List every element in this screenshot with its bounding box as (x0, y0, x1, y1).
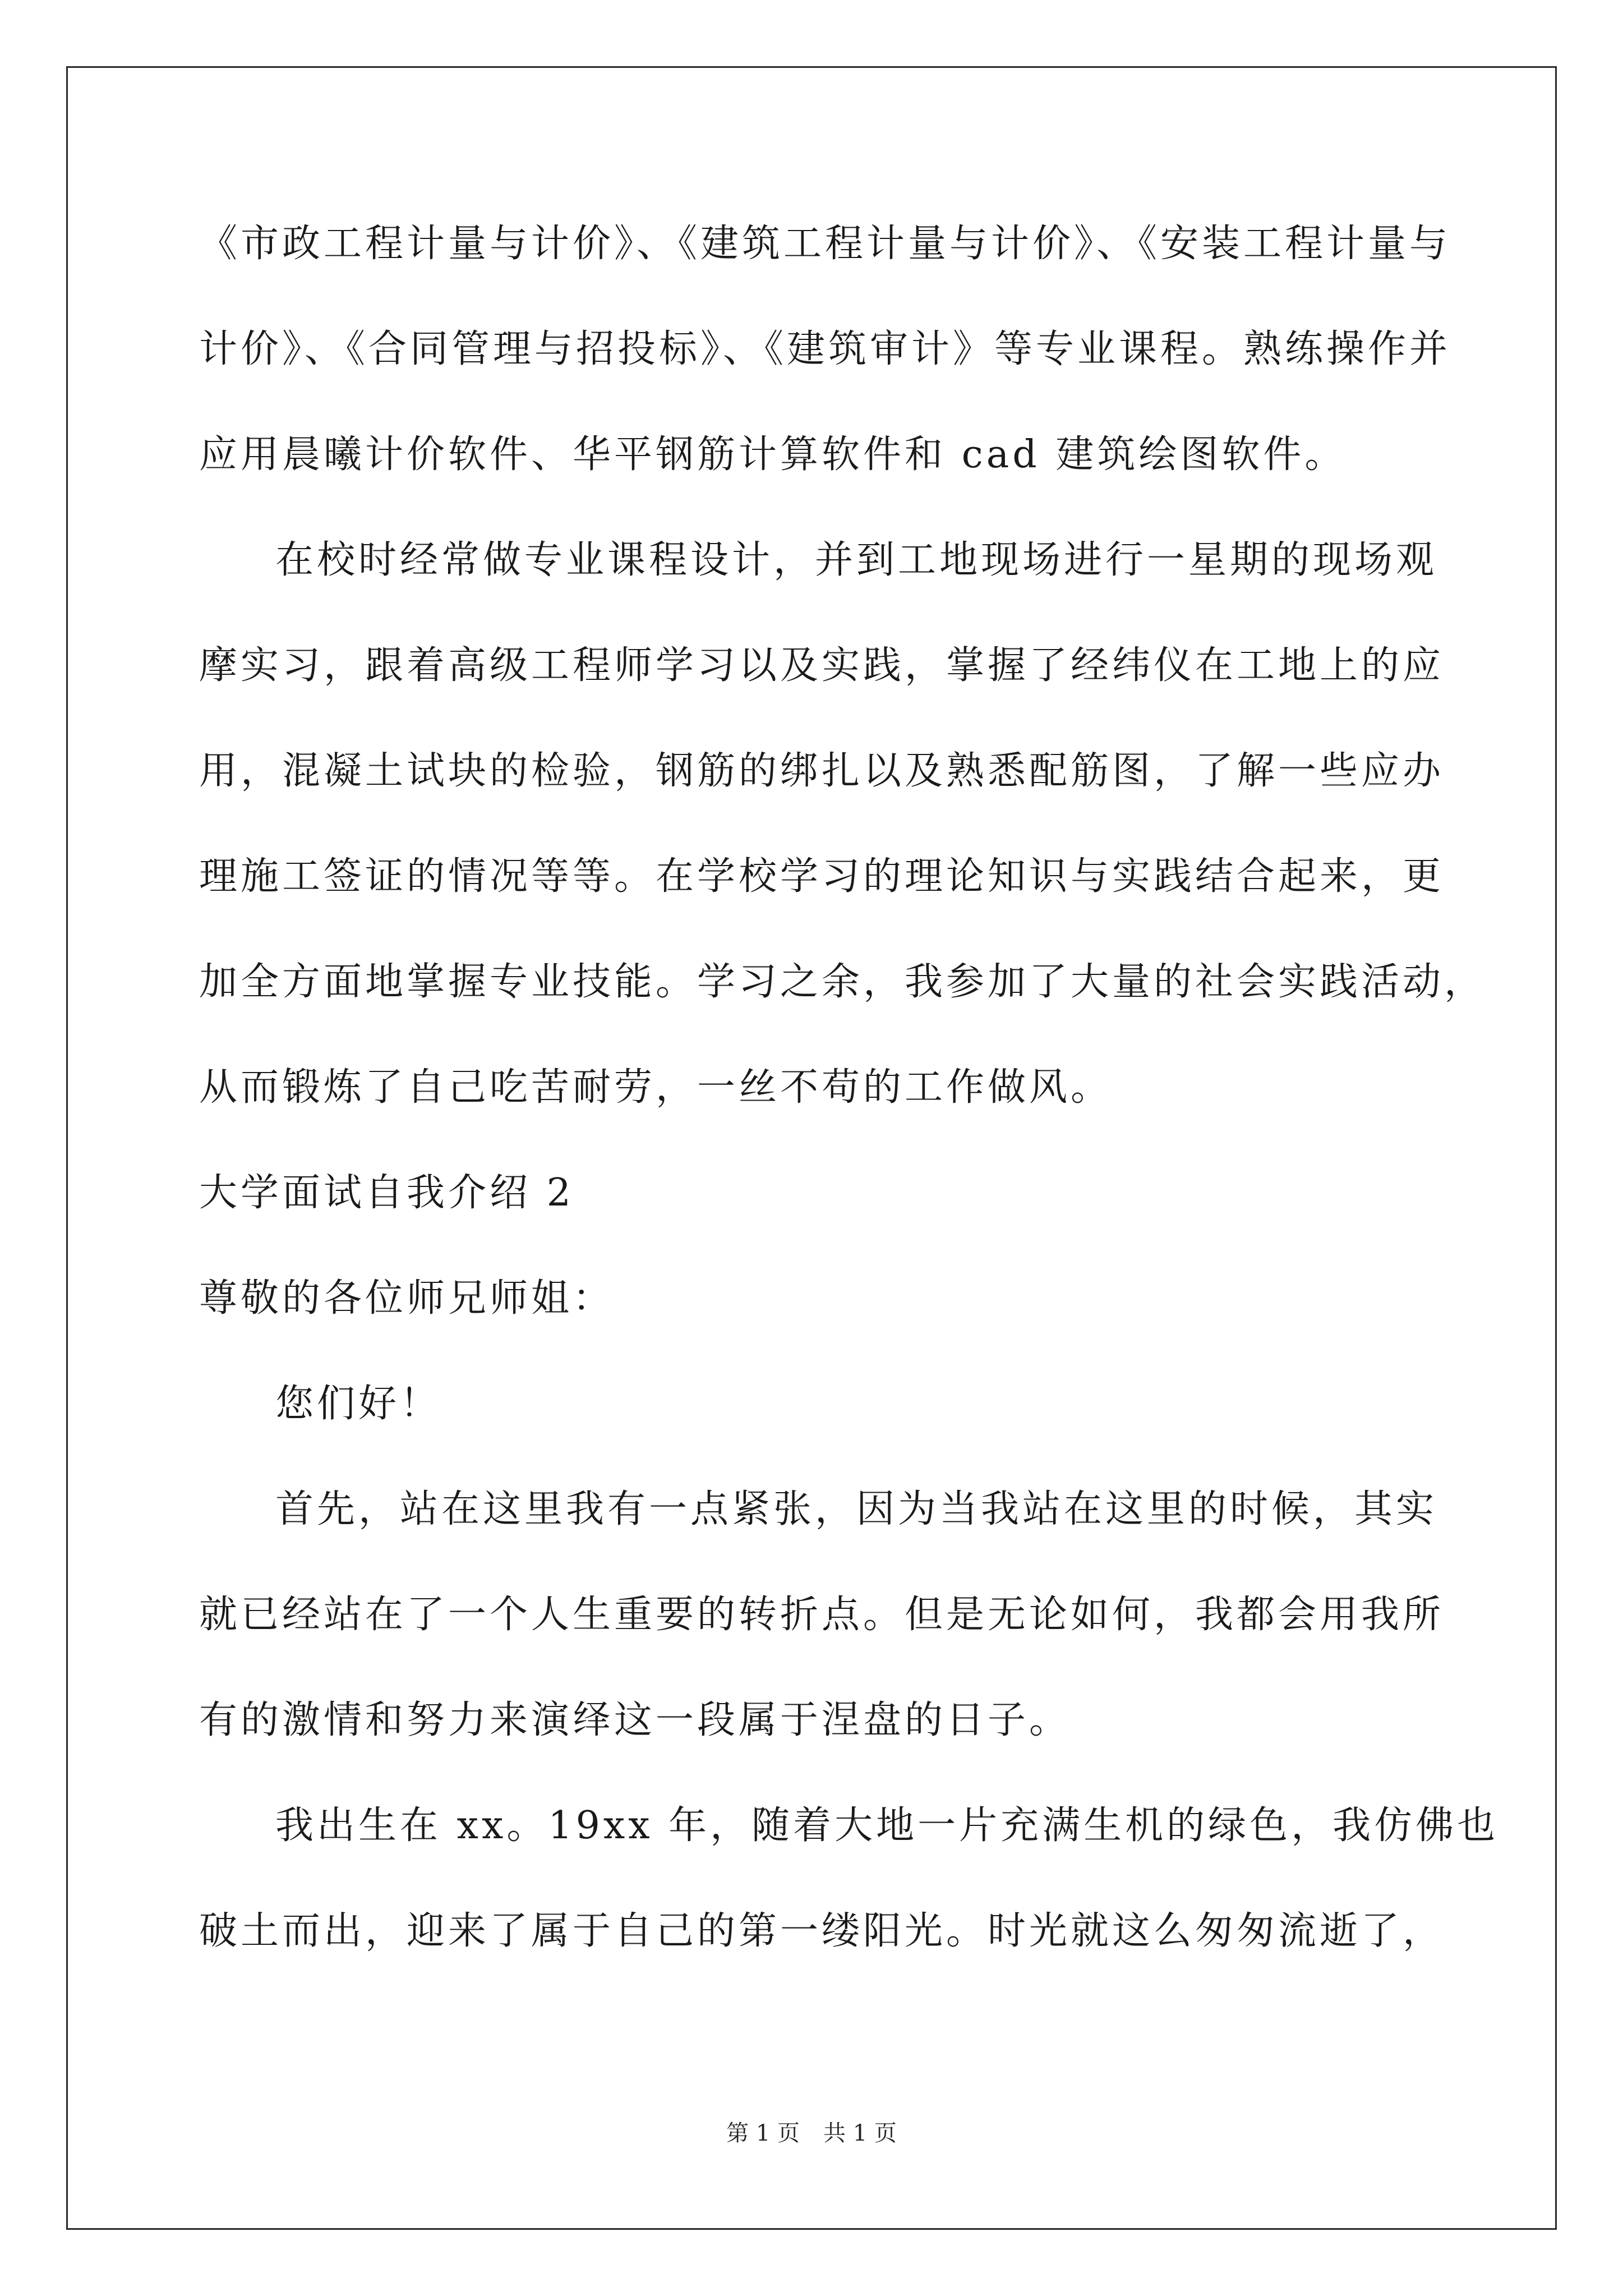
text-line: 计价》、《合同管理与招投标》、《建筑审计》等专业课程。熟练操作并 (199, 327, 1451, 371)
text-line: 就已经站在了一个人生重要的转折点。但是无论如何，我都会用我所 (199, 1593, 1445, 1637)
page-footer (0, 2118, 1623, 2149)
salutation: 尊敬的各位师兄师姐： (199, 1276, 615, 1320)
text-line: 加全方面地掌握专业技能。学习之余，我参加了大量的社会实践活动， (199, 960, 1486, 1004)
text-line: 《市政工程计量与计价》、《建筑工程计量与计价》、《安装工程计量与 (199, 222, 1451, 266)
section-heading: 大学面试自我介绍 2 (199, 1171, 574, 1215)
page-border (66, 66, 1557, 2230)
text-line: 摩实习，跟着高级工程师学习以及实践，掌握了经纬仪在工地上的应 (199, 643, 1445, 688)
text-line: 从而锻炼了自己吃苦耐劳，一丝不苟的工作做风。 (199, 1065, 1113, 1110)
text-line: 理施工签证的情况等等。在学校学习的理论知识与实践结合起来，更 (199, 854, 1445, 899)
text-line: 破土而出，迎来了属于自己的第一缕阳光。时光就这么匆匆流逝了， (199, 1909, 1445, 1953)
page-number: 第 1 页 (726, 2120, 800, 2146)
paragraph-start: 首先，站在这里我有一点紧张，因为当我站在这里的时候，其实 (275, 1487, 1438, 1531)
text-line: 有的激情和努力来演绎这一段属于涅盘的日子。 (199, 1698, 1071, 1742)
paragraph-start: 我出生在 xx。19xx 年，随着大地一片充满生机的绿色，我仿佛也 (275, 1803, 1499, 1848)
text-line: 用，混凝土试块的检验，钢筋的绑扎以及熟悉配筋图，了解一些应办 (199, 749, 1445, 793)
paragraph-start: 在校时经常做专业课程设计，并到工地现场进行一星期的现场观 (275, 538, 1438, 582)
page-total: 共 1 页 (823, 2120, 897, 2146)
greeting: 您们好！ (275, 1382, 442, 1426)
text-line: 应用晨曦计价软件、华平钢筋计算软件和 cad 建筑绘图软件。 (199, 432, 1347, 477)
